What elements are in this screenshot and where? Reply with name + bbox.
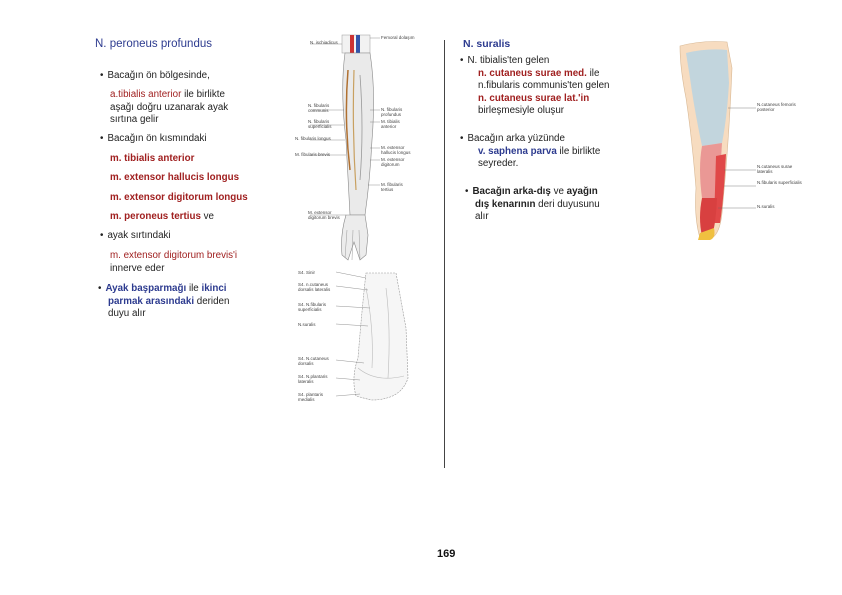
text-fragment: birleşmesiyle oluşur — [478, 105, 565, 116]
anatomy-figure-anterior-leg — [290, 30, 415, 265]
text-fragment: ve — [550, 186, 567, 197]
fig1-label: M. fibularis tertius — [381, 182, 403, 192]
muscle-4-line — [110, 211, 214, 224]
page-number: 169 — [437, 548, 456, 560]
column-divider — [444, 40, 445, 468]
bullet-1-detail — [110, 89, 260, 127]
text-fragment: ve — [200, 211, 214, 222]
text-fragment: ile birlikte — [181, 89, 225, 100]
bullet-1-text: Bacağın ön bölgesinde, — [107, 70, 210, 81]
text-fragment: ayağın — [566, 186, 598, 197]
muscle-4: m. peroneus tertius — [110, 211, 201, 222]
text-fragment: sırtına gelir — [110, 114, 159, 125]
text-fragment: aşağı doğru uzanarak ayak — [110, 101, 229, 113]
fig2-label: S4. N.plantaris lateralis — [298, 374, 328, 384]
fig2-label: S4. plantaris medialis — [298, 392, 324, 402]
text-fragment: Ayak başparmağı — [105, 283, 187, 294]
bullet-1 — [100, 70, 210, 83]
fig2-label: S4. N.fibularis superficialis — [298, 302, 327, 312]
muscle-5-line — [110, 250, 237, 275]
right-title: N. suralis — [463, 38, 511, 50]
text-fragment: ikinci — [201, 283, 227, 294]
muscle-2: m. extensor hallucis longus — [110, 172, 240, 183]
nerve-name: n. cutaneus surae med. — [478, 67, 587, 79]
bullet-3-text: ayak sırtındaki — [107, 230, 171, 241]
fig1-label: N. fibularis longus — [295, 136, 331, 141]
artery-name: a.tibialis anterior — [110, 89, 182, 100]
text-fragment: duyu alır — [108, 308, 146, 319]
bullet-4 — [98, 283, 270, 321]
muscle-1: m. tibialis anterior — [110, 153, 195, 164]
nerve-name: n. cutaneus surae lat.'in — [478, 92, 590, 104]
text-fragment: alır — [475, 211, 489, 222]
fig1-label: N. ischiadicus — [310, 40, 338, 45]
fig1-label: Femoral dolaşım — [381, 35, 415, 40]
fig2-label: S4. Sinir — [298, 270, 316, 275]
text-fragment: seyreder. — [478, 158, 519, 169]
text-fragment: ile — [186, 283, 202, 294]
text-fragment: ile birlikte — [556, 145, 601, 157]
suralis-sensory — [465, 186, 635, 224]
fig2-label: S4. n.cutaneus dorsalis lateralis — [298, 282, 331, 292]
text-fragment: innerve eder — [110, 262, 165, 274]
posterior-leg-illustration — [672, 38, 807, 243]
muscle-5: m. extensor digitorum brevis'i — [110, 250, 238, 261]
left-title: N. peroneus profundus — [95, 38, 212, 50]
fig1-label: M. fibularis brevis — [295, 152, 331, 157]
text-fragment: N. tibialis'ten gelen — [467, 55, 550, 66]
fig2-label: S4. N.cutaneus dorsalis — [298, 356, 329, 366]
suralis-origin — [460, 55, 640, 118]
fig1-label: N. fibularis superficialis — [308, 119, 332, 129]
fig3-label: N.suralis — [757, 204, 775, 209]
suralis-course — [460, 133, 640, 171]
fig3-label: N.fibularis superficialis — [757, 180, 802, 185]
fig2-label: N.suralis — [298, 322, 316, 327]
fig1-label: M. extensor digitorum — [381, 157, 405, 167]
fig3-label: N.cutaneus surae lateralis — [757, 164, 793, 174]
text-fragment: Bacağın arka-dış — [472, 186, 551, 197]
text-fragment: dış kenarının — [475, 198, 536, 210]
text-fragment: parmak arasındaki — [108, 295, 195, 307]
text-fragment: Bacağın arka yüzünde — [467, 133, 565, 144]
text-fragment: n.fibularis communis'ten gelen — [478, 80, 610, 91]
bullet-2 — [100, 133, 207, 146]
fig1-label: M. extensor hallucis longus — [381, 145, 411, 155]
fig3-label: N.cutaneus femoris posterior — [757, 102, 796, 112]
text-fragment: deri duyusunu — [535, 198, 600, 210]
text-fragment: deriden — [194, 295, 230, 307]
muscle-3: m. extensor digitorum longus — [110, 192, 248, 203]
fig1-label: M. extensor digitorum brevis — [308, 210, 340, 220]
bullet-3 — [100, 230, 171, 243]
text-fragment: ile — [586, 67, 600, 79]
vein-name: v. saphena parva — [478, 145, 557, 157]
bullet-2-text: Bacağın ön kısmındaki — [107, 133, 207, 144]
fig1-label: M. tibialis anterior — [381, 119, 400, 129]
anatomy-figure-foot-innervation — [296, 268, 416, 408]
fig1-label: N. fibularis profundus — [381, 107, 403, 117]
fig1-label: N. fibularis communis — [308, 103, 330, 113]
anatomy-figure-posterior-leg — [672, 38, 807, 243]
